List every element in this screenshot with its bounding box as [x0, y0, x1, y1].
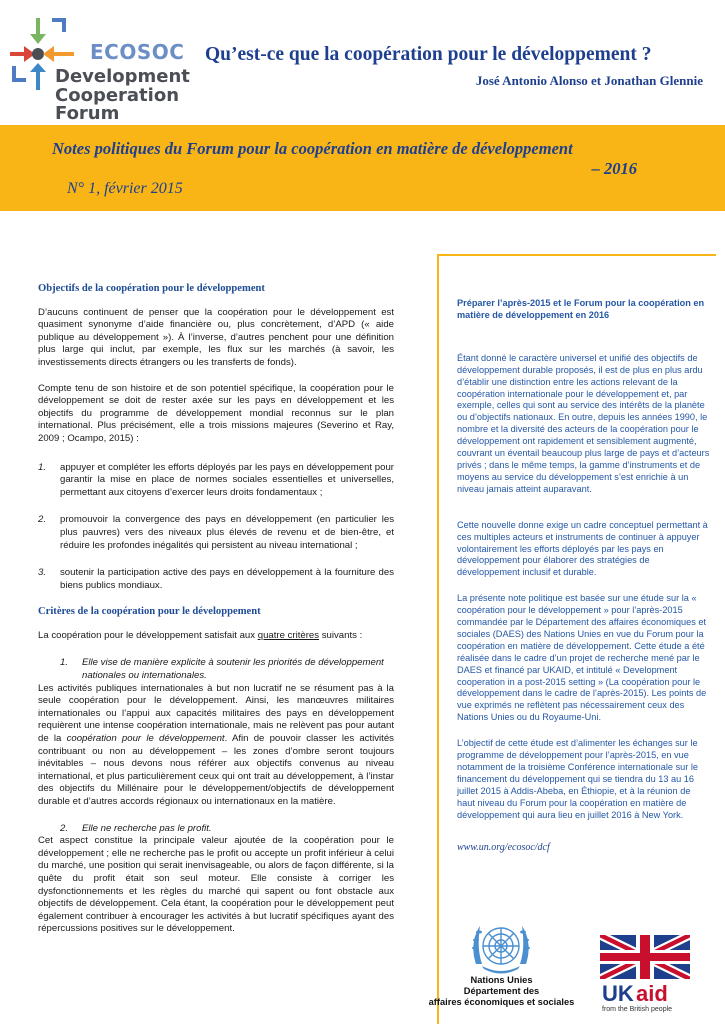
dcf-line-3: Forum	[55, 103, 120, 124]
paragraph: Cet aspect constitue la principale valeur ajoutée de la coopération pour le développement ; elle ne recherche pas le profit ou accepte un profit inférieur à celui du marché, une position qui serait inenvisageable, ou alors de façon différente, si la quête du profit était son seul moteur. Elle consiste à corriger les dysfonctionnements et les règles du marché qui sapent ou font obstacle aux objectifs de développement. Cela étant, la coopération pour le développement peut également contribuer à encourager les activités à but lucratif spécifiques ayant des répercussions positives sur le développement.	[38, 835, 394, 935]
criterion-item	[60, 823, 394, 836]
sidebar-paragraph: Cette nouvelle donne exige un cadre conceptuel permettant à ces multiples acteurs et instruments de continuer à appuyer volontairement les efforts déployés par les pays en développement pour élaborer des stratégies de développement inclusif et durable.	[457, 519, 708, 578]
sidebar-paragraph: L’objectif de cette étude est d’alimenter les échanges sur le programme de développement pour l’après-2015, en vue notamment de la troisième Conférence internationale sur le financement du développement qui se tiendra du 13 au 16 juillet 2015 à Addis-Abeba, en Éthiopie, et à la réunion de haut niveau du Forum pour la coopération en matière de développement qui aura lieu en juillet 2016 à New York.	[457, 738, 699, 820]
page-title: Qu’est-ce que la coopération pour le développement ?	[205, 44, 652, 65]
criterion-text: Elle vise de manière explicite à soutenir les priorités de développement nationales ou internationales.	[82, 657, 384, 682]
ukaid-tagline: from the British people	[602, 1006, 673, 1013]
caption-line: Nations Unies	[470, 975, 533, 985]
text-run: . Afin de pouvoir classer les activités contribuant ou non au développement – les zones d’ombre seront toujours inévitables – nous devons nous référer aux objectifs convenus au niveau international, et plus particulièrement ceux qui ont trait au développement, à l’instar des objectifs du Millénaire pour le développement/objectifs de développement durable et d’autres accords régionaux ou internationaux en la matière.	[38, 733, 394, 807]
series-title	[52, 139, 637, 179]
dcf-wordmark	[55, 68, 190, 124]
section-heading-objectives: Objectifs de la coopération pour le développement	[38, 283, 265, 294]
paragraph: Compte tenu de son histoire et de son potentiel spécifique, la coopération pour le développement se doit de rester axée sur les pays en développement et les objectifs du programme de développement mondial reconnus sur le plan international. Plus précisément, elle a trois missions majeures (Severino et Ray, 2009 ; Ocampo, 2015) :	[38, 382, 394, 444]
un-emblem-icon	[468, 918, 534, 978]
list-text: soutenir la participation active des pays en développement à la fourniture des biens publics mondiaux.	[60, 567, 394, 591]
list-number: 1.	[38, 461, 47, 473]
text-run: Les activités publiques internationales à but non lucratif ne se résument pas à la seule coopération pour le développement. Ainsi, les manœuvres militaires internationales ou l’appui aux capacités militaires des pays en développement requièrent une intense coopération internationale, mais ne relèvent pas pour autant de la	[38, 682, 394, 745]
sidebar-paragraph: Étant donné le caractère universel et unifié des objectifs de développement durable proposés, il est de plus en plus ardu d’établir une distinction entre les actions relevant de la coopération internationale pour le développement et, par exemple, celles qui sont au service des intérêts de la planète ou d’objectifs nationaux. En outre, depuis les années 1990, le nombre et la diversité des acteurs de la coopération pour le développement ont rapidement et sensiblement augmenté, couvrant un éventail beaucoup plus large de pays et d’acteurs privés ; dans le même temps, la gamme d’instruments et de moyens au service du développement s’est enrichie à un niveau jamais atteint auparavant.	[457, 352, 710, 494]
main-column	[38, 283, 394, 949]
ecosoc-wordmark: ECOSOC	[90, 40, 185, 64]
paragraph	[38, 683, 394, 809]
issue-number: N° 1, février 2015	[67, 180, 183, 197]
caption-line: affaires économiques et sociales	[428, 996, 575, 1007]
ukaid-uk-text: UK	[602, 981, 634, 1006]
list-item	[38, 567, 394, 592]
paragraph	[38, 630, 394, 643]
list-item	[38, 462, 394, 500]
series-title-line-1: Notes politiques du Forum pour la coopération en matière de développement	[52, 139, 573, 158]
underlined-text: quatre critères	[257, 629, 320, 641]
sidebar-heading: Préparer l’après-2015 et le Forum pour la coopération en matière de développement en 2016	[457, 298, 705, 320]
criterion-text: Elle ne recherche pas le profit.	[82, 822, 212, 834]
text-run: La coopération pour le développement satisfait aux	[38, 629, 258, 641]
authors: José Antonio Alonso et Jonathan Glennie	[475, 73, 703, 88]
criterion-item	[60, 657, 394, 682]
sidebar-paragraph: La présente note politique est basée sur une étude sur la « coopération pour le développement » pour l’après-2015 commandée par le Département des affaires économiques et sociales (DAES) des Nations Unies en vue du Forum pour la coopération en matière de développement. Cette étude a été réalisée dans le cadre d’un projet de recherche mené par le DAES et financé par UKAID, et intitulé « Development cooperation in a post-2015 setting » (La coopération pour le développement dans le cadre de l’après-2015). Les points de vue exprimés ne reflètent pas nécessairement ceux des Nations Unies ou du Royaume-Uni.	[457, 593, 707, 723]
dcf-line-1: Development	[55, 66, 190, 87]
ukaid-aid-text: aid	[636, 981, 668, 1006]
list-text: promouvoir la convergence des pays en développement (en particulier les plus pauvres) vers des niveaux plus élevés de revenu et de bien-être, et réduire les profondes inégalités qui persistent au niveau international ;	[60, 514, 394, 551]
list-text: appuyer et compléter les efforts déployés par les pays en développement pour garantir la mise en place de normes sociales essentielles et universelles, permettant aux citoyens d’exercer leurs droits fondamentaux ;	[60, 461, 394, 498]
un-desa-caption	[414, 975, 589, 1007]
text-run: suivants :	[319, 629, 363, 641]
sidebar-content	[457, 298, 710, 853]
list-item	[38, 514, 394, 552]
criterion-number: 1.	[60, 657, 69, 669]
italic-text: coopération pour le développement	[66, 733, 225, 745]
paragraph: D’aucuns continuent de penser que la coopération pour le développement est quasiment synonyme d’aide financière ou, plus concrètement, d’APD (« aide publique au développement »). À l’inverse, d’autres penchent pour une définition plus large qui inclut, par exemple, les flux sur les marchés (à savoir, les investissements directs étrangers ou les transferts de fonds).	[38, 306, 394, 368]
criterion-number: 2.	[60, 822, 69, 834]
list-number: 2.	[38, 514, 47, 526]
dcf-website-link[interactable]: www.un.org/ecosoc/dcf	[457, 841, 550, 853]
section-heading-criteria: Critères de la coopération pour le développement	[38, 606, 261, 618]
series-title-line-2: – 2016	[591, 159, 637, 178]
ukaid-logo-icon	[596, 935, 694, 1013]
dcf-line-2: Cooperation	[55, 84, 180, 106]
caption-line: Département des	[463, 985, 540, 996]
list-number: 3.	[38, 567, 47, 579]
